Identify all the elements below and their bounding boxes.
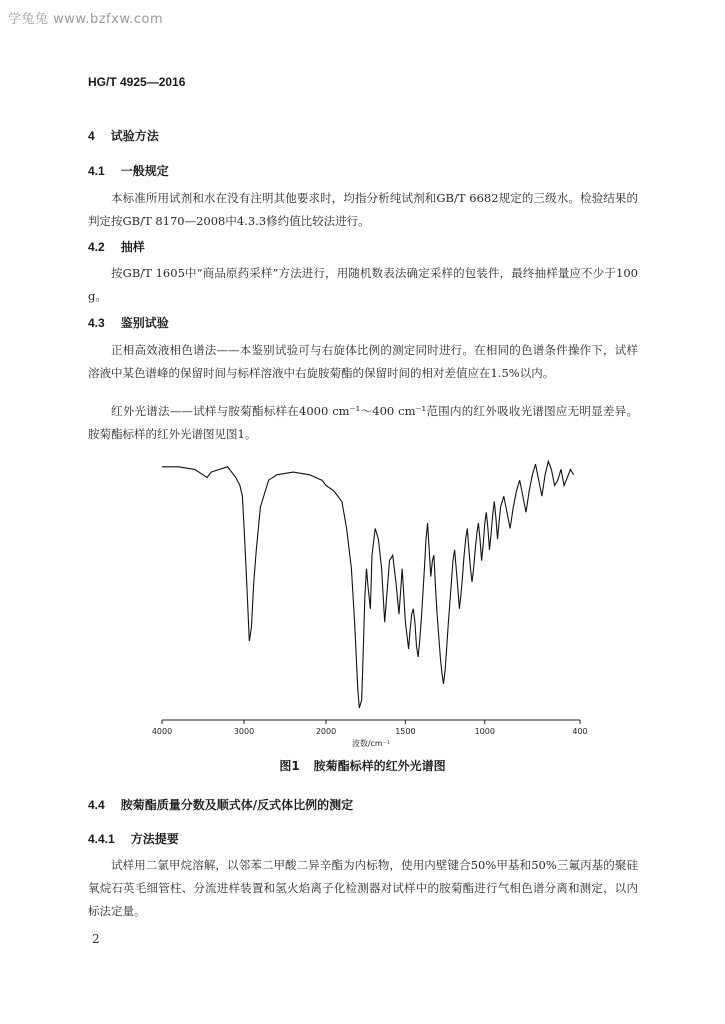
section-number: 4.1 xyxy=(88,164,105,178)
section-number: 4.4 xyxy=(88,798,105,812)
heading-4-4 xyxy=(88,796,353,813)
section-title: 一般规定 xyxy=(120,164,169,178)
x-axis-ticks xyxy=(152,720,588,736)
section-number: 4.2 xyxy=(88,240,105,254)
heading-4-3 xyxy=(88,314,169,331)
x-tick-label: 2000 xyxy=(315,727,337,736)
x-tick-label: 3000 xyxy=(233,727,255,736)
watermark: 学兔兔 www.bzfxw.com xyxy=(8,12,164,27)
paragraph-4-3-hplc: 正相高效液相色谱法——本鉴别试验可与右旋体比例的测定同时进行。在相同的色谱条件操作下，试样溶液中某色谱峰的保留时间与标样溶液中右旋胺菊酯的保留时间的相对差值应在1.5%以内。 xyxy=(88,343,638,380)
heading-4-2 xyxy=(88,238,145,255)
spectrum-line xyxy=(162,461,574,708)
paragraph-4-3-ir: 红外光谱法——试样与胺菊酯标样在4000 cm⁻¹～400 cm⁻¹范围内的红外吸收光谱图应无明显差异。胺菊酯标样的红外光谱图见图1。 xyxy=(88,404,638,441)
section-title: 抽样 xyxy=(120,240,145,254)
x-tick-label: 400 xyxy=(572,727,588,736)
figure-caption xyxy=(0,757,725,774)
figure-number: 图1 xyxy=(279,759,300,773)
ir-spectrum-chart xyxy=(150,440,590,752)
x-axis-label: 波数/cm⁻¹ xyxy=(351,739,391,748)
heading-4 xyxy=(88,127,159,144)
section-title: 方法提要 xyxy=(130,832,179,846)
paragraph-4-2: 按GB/T 1605中“商品原药采样”方法进行，用随机数表法确定采样的包装件，最终抽样量应不少于100 g。 xyxy=(88,266,638,303)
paragraph-4-4-1: 试样用二氯甲烷溶解，以邻苯二甲酸二异辛酯为内标物，使用内壁键合50%甲基和50%三氟丙基的聚硅氧烷石英毛细管柱、分流进样装置和氢火焰离子化检测器对试样中的胺菊酯进行气相色谱分离和测定，以内标法定量。 xyxy=(88,858,638,918)
paragraph-4-1: 本标准所用试剂和水在没有注明其他要求时，均指分析纯试剂和GB/T 6682规定的三级水。检验结果的判定按GB/T 8170—2008中4.3.3修约值比较法进行。 xyxy=(88,191,638,228)
x-tick-label: 1000 xyxy=(474,727,495,736)
section-title: 胺菊酯质量分数及顺式体/反式体比例的测定 xyxy=(120,798,354,812)
section-number: 4.3 xyxy=(88,316,105,330)
heading-4-1 xyxy=(88,162,169,179)
standard-number: HG/T 4925—2016 xyxy=(88,75,186,89)
x-tick-label: 1500 xyxy=(395,727,416,736)
x-tick-label: 4000 xyxy=(151,727,173,736)
section-number: 4 xyxy=(88,129,95,143)
section-title: 试验方法 xyxy=(110,129,159,143)
section-title: 鉴别试验 xyxy=(120,316,169,330)
page-number: 2 xyxy=(92,932,100,946)
section-number: 4.4.1 xyxy=(88,832,115,846)
heading-4-4-1 xyxy=(88,830,179,847)
figure-title: 胺菊酯标样的红外光谱图 xyxy=(313,759,446,773)
